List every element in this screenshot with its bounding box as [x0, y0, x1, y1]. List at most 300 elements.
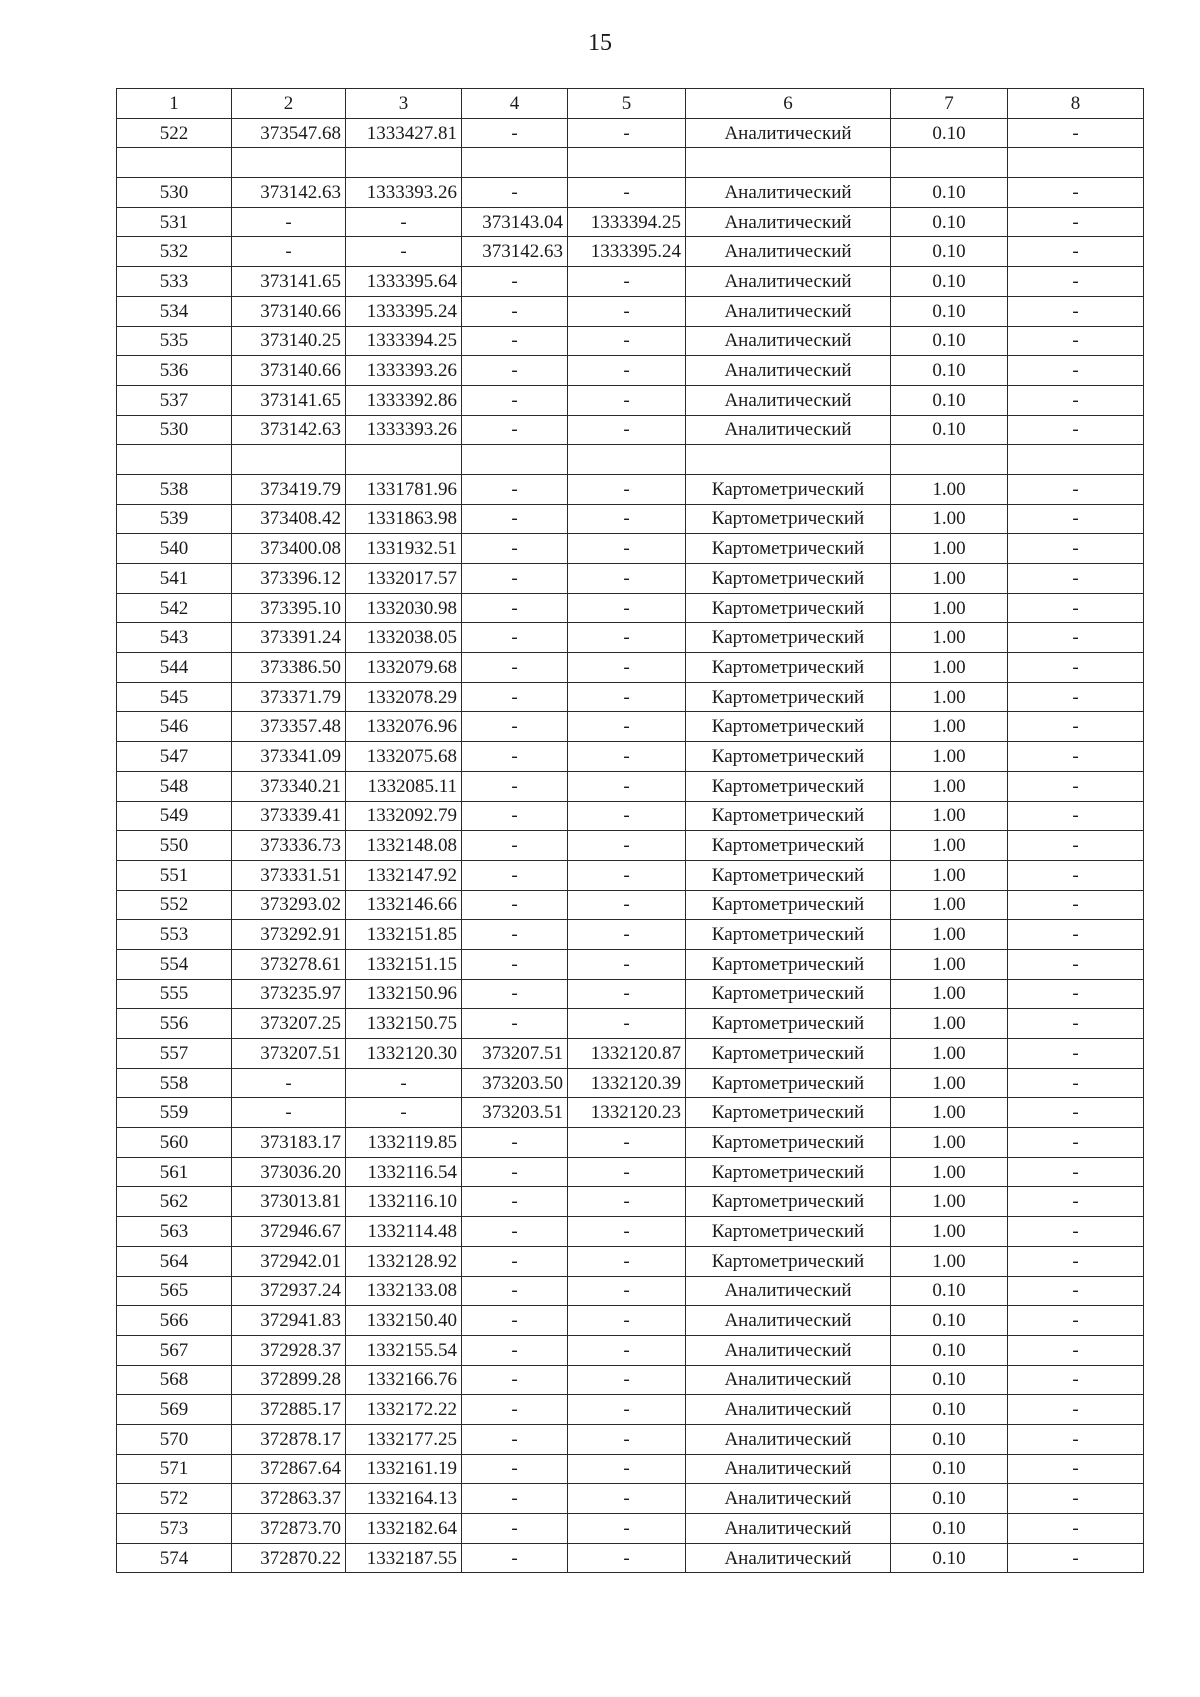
- y-cell: 1332182.64: [346, 1514, 462, 1544]
- method-cell: Картометрический: [686, 771, 891, 801]
- x-cell: 372873.70: [232, 1514, 346, 1544]
- column-header: 8: [1008, 89, 1144, 119]
- accuracy-cell: 1.00: [891, 1128, 1008, 1158]
- table-row: [117, 385, 1144, 415]
- point-number-cell: 531: [117, 207, 232, 237]
- y-new-cell: -: [568, 682, 686, 712]
- point-number-cell: 571: [117, 1454, 232, 1484]
- point-number-cell: 564: [117, 1246, 232, 1276]
- table-row: [117, 415, 1144, 445]
- y-new-cell: -: [568, 1365, 686, 1395]
- x-cell: 373395.10: [232, 593, 346, 623]
- table-row: [117, 771, 1144, 801]
- y-new-cell: 1333395.24: [568, 237, 686, 267]
- method-cell: Картометрический: [686, 1098, 891, 1128]
- note-cell: -: [1008, 1009, 1144, 1039]
- y-cell: 1332150.96: [346, 979, 462, 1009]
- note-cell: -: [1008, 178, 1144, 208]
- note-cell: -: [1008, 564, 1144, 594]
- point-number-cell: 546: [117, 712, 232, 742]
- y-new-cell: -: [568, 1514, 686, 1544]
- x-cell: 373336.73: [232, 831, 346, 861]
- y-new-cell: -: [568, 920, 686, 950]
- point-number-cell: 538: [117, 474, 232, 504]
- x-new-cell: -: [462, 1157, 568, 1187]
- method-cell: Аналитический: [686, 326, 891, 356]
- accuracy-cell: 1.00: [891, 682, 1008, 712]
- method-cell: Аналитический: [686, 1514, 891, 1544]
- coordinates-table: [116, 88, 1144, 1573]
- y-new-cell: -: [568, 385, 686, 415]
- y-new-cell: -: [568, 623, 686, 653]
- table-row: [117, 1157, 1144, 1187]
- table-row: [117, 207, 1144, 237]
- point-number-cell: 522: [117, 118, 232, 148]
- y-new-cell: -: [568, 979, 686, 1009]
- point-number-cell: 532: [117, 237, 232, 267]
- y-cell: 1332116.54: [346, 1157, 462, 1187]
- method-cell: Картометрический: [686, 623, 891, 653]
- y-new-cell: -: [568, 356, 686, 386]
- point-number-cell: 533: [117, 267, 232, 297]
- y-new-cell: 1332120.39: [568, 1068, 686, 1098]
- table-row: [117, 564, 1144, 594]
- table-row: [117, 623, 1144, 653]
- x-cell: -: [232, 207, 346, 237]
- x-new-cell: -: [462, 1335, 568, 1365]
- method-cell: Картометрический: [686, 534, 891, 564]
- note-cell: -: [1008, 267, 1144, 297]
- note-cell: -: [1008, 1484, 1144, 1514]
- x-cell: 372870.22: [232, 1543, 346, 1573]
- point-number-cell: 542: [117, 593, 232, 623]
- method-cell: Аналитический: [686, 1424, 891, 1454]
- y-cell: 1331781.96: [346, 474, 462, 504]
- column-header: 1: [117, 89, 232, 119]
- x-cell: 373235.97: [232, 979, 346, 1009]
- note-cell: -: [1008, 1276, 1144, 1306]
- y-new-cell: -: [568, 1454, 686, 1484]
- note-cell: -: [1008, 296, 1144, 326]
- y-new-cell: -: [568, 1217, 686, 1247]
- note-cell: -: [1008, 474, 1144, 504]
- x-new-cell: -: [462, 1454, 568, 1484]
- y-new-cell: -: [568, 949, 686, 979]
- note-cell: -: [1008, 534, 1144, 564]
- x-new-cell: -: [462, 1543, 568, 1573]
- x-new-cell: -: [462, 415, 568, 445]
- y-new-cell: -: [568, 326, 686, 356]
- x-cell: 373036.20: [232, 1157, 346, 1187]
- note-cell: -: [1008, 1514, 1144, 1544]
- table-row: [117, 267, 1144, 297]
- table-row: [117, 860, 1144, 890]
- note-cell: -: [1008, 831, 1144, 861]
- x-cell: 373386.50: [232, 653, 346, 683]
- note-cell: -: [1008, 682, 1144, 712]
- accuracy-cell: 0.10: [891, 1454, 1008, 1484]
- x-new-cell: -: [462, 296, 568, 326]
- y-cell: 1332151.15: [346, 949, 462, 979]
- note-cell: -: [1008, 415, 1144, 445]
- note-cell: -: [1008, 801, 1144, 831]
- accuracy-cell: 0.10: [891, 207, 1008, 237]
- note-cell: -: [1008, 1365, 1144, 1395]
- x-cell: 373140.66: [232, 296, 346, 326]
- method-cell: Картометрический: [686, 1039, 891, 1069]
- table-row: [117, 890, 1144, 920]
- method-cell: Картометрический: [686, 949, 891, 979]
- y-new-cell: -: [568, 712, 686, 742]
- y-cell: 1332085.11: [346, 771, 462, 801]
- y-cell: 1333394.25: [346, 326, 462, 356]
- point-number-cell: 535: [117, 326, 232, 356]
- method-cell: Картометрический: [686, 920, 891, 950]
- method-cell: Аналитический: [686, 296, 891, 326]
- table-row: [117, 1217, 1144, 1247]
- point-number-cell: [117, 148, 232, 178]
- accuracy-cell: 0.10: [891, 1395, 1008, 1425]
- point-number-cell: 545: [117, 682, 232, 712]
- method-cell: Картометрический: [686, 890, 891, 920]
- table-row: [117, 1276, 1144, 1306]
- y-new-cell: -: [568, 1484, 686, 1514]
- method-cell: Картометрический: [686, 860, 891, 890]
- x-cell: 372942.01: [232, 1246, 346, 1276]
- y-new-cell: -: [568, 178, 686, 208]
- accuracy-cell: 0.10: [891, 1514, 1008, 1544]
- table-row: [117, 1395, 1144, 1425]
- x-new-cell: -: [462, 1009, 568, 1039]
- y-cell: 1332146.66: [346, 890, 462, 920]
- y-new-cell: -: [568, 564, 686, 594]
- method-cell: Картометрический: [686, 801, 891, 831]
- x-new-cell: [462, 148, 568, 178]
- column-header: 6: [686, 89, 891, 119]
- method-cell: Аналитический: [686, 1365, 891, 1395]
- x-cell: 372937.24: [232, 1276, 346, 1306]
- method-cell: Картометрический: [686, 979, 891, 1009]
- accuracy-cell: 0.10: [891, 267, 1008, 297]
- y-cell: 1332114.48: [346, 1217, 462, 1247]
- point-number-cell: 557: [117, 1039, 232, 1069]
- x-cell: 373341.09: [232, 742, 346, 772]
- x-new-cell: -: [462, 801, 568, 831]
- point-number-cell: 550: [117, 831, 232, 861]
- x-new-cell: -: [462, 504, 568, 534]
- method-cell: Аналитический: [686, 118, 891, 148]
- x-cell: 372885.17: [232, 1395, 346, 1425]
- table-row: [117, 1306, 1144, 1336]
- x-new-cell: -: [462, 326, 568, 356]
- y-cell: -: [346, 237, 462, 267]
- table-row: [117, 653, 1144, 683]
- note-cell: -: [1008, 920, 1144, 950]
- table-separator-row: [117, 148, 1144, 178]
- x-new-cell: -: [462, 1306, 568, 1336]
- x-new-cell: -: [462, 1514, 568, 1544]
- x-new-cell: -: [462, 385, 568, 415]
- table-row: [117, 326, 1144, 356]
- point-number-cell: 573: [117, 1514, 232, 1544]
- x-cell: [232, 148, 346, 178]
- accuracy-cell: 1.00: [891, 1246, 1008, 1276]
- table-row: [117, 178, 1144, 208]
- accuracy-cell: 0.10: [891, 1424, 1008, 1454]
- method-cell: Картометрический: [686, 1068, 891, 1098]
- y-new-cell: -: [568, 593, 686, 623]
- x-new-cell: -: [462, 1187, 568, 1217]
- x-cell: 373293.02: [232, 890, 346, 920]
- x-cell: 373292.91: [232, 920, 346, 950]
- note-cell: -: [1008, 1039, 1144, 1069]
- column-header: 3: [346, 89, 462, 119]
- x-cell: 373331.51: [232, 860, 346, 890]
- point-number-cell: 534: [117, 296, 232, 326]
- table-row: [117, 1098, 1144, 1128]
- accuracy-cell: [891, 148, 1008, 178]
- x-new-cell: -: [462, 831, 568, 861]
- x-new-cell: -: [462, 118, 568, 148]
- note-cell: -: [1008, 1306, 1144, 1336]
- x-cell: 373278.61: [232, 949, 346, 979]
- table-row: [117, 1128, 1144, 1158]
- accuracy-cell: 1.00: [891, 1217, 1008, 1247]
- accuracy-cell: 1.00: [891, 860, 1008, 890]
- note-cell: -: [1008, 771, 1144, 801]
- x-cell: 373140.25: [232, 326, 346, 356]
- point-number-cell: 566: [117, 1306, 232, 1336]
- method-cell: Аналитический: [686, 1395, 891, 1425]
- y-new-cell: -: [568, 474, 686, 504]
- y-cell: 1332155.54: [346, 1335, 462, 1365]
- accuracy-cell: 0.10: [891, 385, 1008, 415]
- method-cell: Аналитический: [686, 1484, 891, 1514]
- table-row: [117, 1454, 1144, 1484]
- y-cell: 1332148.08: [346, 831, 462, 861]
- table-row: [117, 949, 1144, 979]
- x-new-cell: -: [462, 1276, 568, 1306]
- table-row: [117, 534, 1144, 564]
- x-cell: 373140.66: [232, 356, 346, 386]
- note-cell: -: [1008, 1395, 1144, 1425]
- column-header: 2: [232, 89, 346, 119]
- note-cell: -: [1008, 237, 1144, 267]
- note-cell: -: [1008, 653, 1144, 683]
- y-new-cell: -: [568, 1306, 686, 1336]
- accuracy-cell: 1.00: [891, 534, 1008, 564]
- accuracy-cell: 0.10: [891, 1484, 1008, 1514]
- x-new-cell: -: [462, 564, 568, 594]
- accuracy-cell: 1.00: [891, 801, 1008, 831]
- method-cell: Аналитический: [686, 1276, 891, 1306]
- note-cell: -: [1008, 1128, 1144, 1158]
- x-new-cell: -: [462, 1424, 568, 1454]
- y-cell: 1332119.85: [346, 1128, 462, 1158]
- method-cell: Аналитический: [686, 356, 891, 386]
- x-new-cell: -: [462, 356, 568, 386]
- method-cell: Картометрический: [686, 1187, 891, 1217]
- x-cell: 373141.65: [232, 385, 346, 415]
- note-cell: -: [1008, 1157, 1144, 1187]
- accuracy-cell: 0.10: [891, 1335, 1008, 1365]
- y-new-cell: -: [568, 1395, 686, 1425]
- x-cell: 373142.63: [232, 415, 346, 445]
- method-cell: Картометрический: [686, 1009, 891, 1039]
- point-number-cell: 553: [117, 920, 232, 950]
- y-new-cell: [568, 445, 686, 475]
- y-new-cell: -: [568, 504, 686, 534]
- accuracy-cell: 0.10: [891, 296, 1008, 326]
- note-cell: [1008, 148, 1144, 178]
- x-cell: 373183.17: [232, 1128, 346, 1158]
- x-new-cell: 373207.51: [462, 1039, 568, 1069]
- table-header-row: [117, 89, 1144, 119]
- y-cell: 1331863.98: [346, 504, 462, 534]
- y-cell: 1333393.26: [346, 415, 462, 445]
- note-cell: -: [1008, 1098, 1144, 1128]
- y-new-cell: -: [568, 534, 686, 564]
- accuracy-cell: 0.10: [891, 237, 1008, 267]
- accuracy-cell: 1.00: [891, 979, 1008, 1009]
- point-number-cell: 552: [117, 890, 232, 920]
- x-cell: -: [232, 1068, 346, 1098]
- accuracy-cell: 1.00: [891, 1068, 1008, 1098]
- x-new-cell: -: [462, 534, 568, 564]
- y-new-cell: -: [568, 296, 686, 326]
- table-row: [117, 474, 1144, 504]
- x-new-cell: -: [462, 593, 568, 623]
- note-cell: -: [1008, 593, 1144, 623]
- y-cell: 1332161.19: [346, 1454, 462, 1484]
- table-row: [117, 1484, 1144, 1514]
- y-new-cell: 1332120.87: [568, 1039, 686, 1069]
- y-cell: 1332128.92: [346, 1246, 462, 1276]
- point-number-cell: 567: [117, 1335, 232, 1365]
- point-number-cell: 549: [117, 801, 232, 831]
- y-cell: 1333393.26: [346, 178, 462, 208]
- x-new-cell: -: [462, 1246, 568, 1276]
- method-cell: [686, 148, 891, 178]
- x-new-cell: -: [462, 623, 568, 653]
- x-cell: 373400.08: [232, 534, 346, 564]
- x-new-cell: -: [462, 1484, 568, 1514]
- table-separator-row: [117, 445, 1144, 475]
- method-cell: Картометрический: [686, 653, 891, 683]
- x-new-cell: -: [462, 979, 568, 1009]
- x-new-cell: 373203.51: [462, 1098, 568, 1128]
- method-cell: Аналитический: [686, 267, 891, 297]
- point-number-cell: 539: [117, 504, 232, 534]
- y-new-cell: -: [568, 1276, 686, 1306]
- accuracy-cell: 1.00: [891, 920, 1008, 950]
- method-cell: Аналитический: [686, 385, 891, 415]
- x-cell: 373408.42: [232, 504, 346, 534]
- y-cell: [346, 445, 462, 475]
- point-number-cell: 530: [117, 178, 232, 208]
- method-cell: [686, 445, 891, 475]
- x-new-cell: -: [462, 1395, 568, 1425]
- x-cell: [232, 445, 346, 475]
- y-new-cell: -: [568, 831, 686, 861]
- y-cell: 1332075.68: [346, 742, 462, 772]
- y-new-cell: -: [568, 653, 686, 683]
- x-cell: 372941.83: [232, 1306, 346, 1336]
- accuracy-cell: 1.00: [891, 623, 1008, 653]
- method-cell: Аналитический: [686, 1454, 891, 1484]
- y-new-cell: -: [568, 801, 686, 831]
- method-cell: Аналитический: [686, 415, 891, 445]
- x-cell: 373207.25: [232, 1009, 346, 1039]
- accuracy-cell: 1.00: [891, 504, 1008, 534]
- y-new-cell: -: [568, 860, 686, 890]
- accuracy-cell: 0.10: [891, 356, 1008, 386]
- note-cell: -: [1008, 623, 1144, 653]
- y-cell: 1333395.24: [346, 296, 462, 326]
- y-new-cell: -: [568, 1157, 686, 1187]
- note-cell: -: [1008, 504, 1144, 534]
- x-cell: 372867.64: [232, 1454, 346, 1484]
- point-number-cell: 548: [117, 771, 232, 801]
- method-cell: Аналитический: [686, 237, 891, 267]
- table-row: [117, 1068, 1144, 1098]
- accuracy-cell: 1.00: [891, 949, 1008, 979]
- point-number-cell: 570: [117, 1424, 232, 1454]
- accuracy-cell: [891, 445, 1008, 475]
- note-cell: -: [1008, 1335, 1144, 1365]
- table-row: [117, 504, 1144, 534]
- note-cell: -: [1008, 118, 1144, 148]
- x-cell: 373547.68: [232, 118, 346, 148]
- y-cell: 1332076.96: [346, 712, 462, 742]
- point-number-cell: 559: [117, 1098, 232, 1128]
- note-cell: -: [1008, 742, 1144, 772]
- x-new-cell: -: [462, 771, 568, 801]
- y-new-cell: -: [568, 1424, 686, 1454]
- x-new-cell: -: [462, 949, 568, 979]
- method-cell: Картометрический: [686, 1217, 891, 1247]
- column-header: 7: [891, 89, 1008, 119]
- y-new-cell: -: [568, 771, 686, 801]
- y-new-cell: -: [568, 1128, 686, 1158]
- accuracy-cell: 0.10: [891, 1276, 1008, 1306]
- x-cell: 373391.24: [232, 623, 346, 653]
- accuracy-cell: 1.00: [891, 474, 1008, 504]
- accuracy-cell: 0.10: [891, 1365, 1008, 1395]
- y-new-cell: -: [568, 415, 686, 445]
- table-body: [117, 118, 1144, 1573]
- y-new-cell: -: [568, 1246, 686, 1276]
- table-row: [117, 1009, 1144, 1039]
- accuracy-cell: 1.00: [891, 1009, 1008, 1039]
- point-number-cell: 540: [117, 534, 232, 564]
- y-cell: 1332150.40: [346, 1306, 462, 1336]
- y-cell: 1332079.68: [346, 653, 462, 683]
- y-cell: 1332166.76: [346, 1365, 462, 1395]
- y-cell: 1332187.55: [346, 1543, 462, 1573]
- y-new-cell: 1332120.23: [568, 1098, 686, 1128]
- point-number-cell: 544: [117, 653, 232, 683]
- note-cell: -: [1008, 356, 1144, 386]
- y-new-cell: -: [568, 1187, 686, 1217]
- column-header: 5: [568, 89, 686, 119]
- x-new-cell: [462, 445, 568, 475]
- accuracy-cell: 1.00: [891, 1157, 1008, 1187]
- accuracy-cell: 0.10: [891, 118, 1008, 148]
- note-cell: -: [1008, 1424, 1144, 1454]
- point-number-cell: 563: [117, 1217, 232, 1247]
- accuracy-cell: 1.00: [891, 1098, 1008, 1128]
